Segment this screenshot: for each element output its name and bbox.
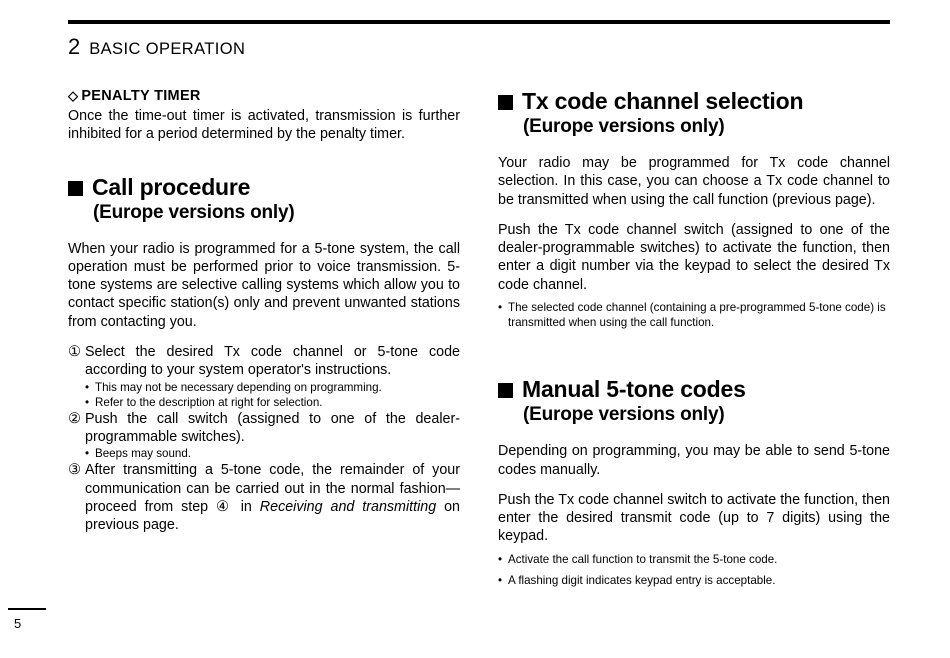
bullet-icon: • — [85, 395, 90, 409]
tx-code-channel-heading-text: Tx code channel selection — [522, 88, 804, 114]
step-bullet-text: This may not be necessary depending on programming. — [95, 380, 382, 394]
section-tx-code-channel — [498, 88, 890, 330]
step-bullet — [85, 446, 460, 461]
section-penalty-timer — [68, 88, 460, 144]
step-bullet — [85, 380, 460, 395]
bullet-icon: • — [498, 573, 503, 587]
bullet-icon: • — [85, 447, 90, 461]
diamond-icon: ◇ — [68, 88, 79, 103]
list-item — [68, 461, 460, 534]
black-square-icon — [68, 181, 83, 196]
bullet-icon: • — [498, 552, 503, 566]
penalty-timer-body: Once the time-out timer is activated, transmission is further inhibited for a period determined by the penalty timer. — [68, 108, 460, 143]
left-column — [68, 88, 460, 535]
chapter-header — [68, 34, 245, 60]
call-procedure-heading-text: Call procedure — [92, 173, 251, 200]
call-procedure-steps — [68, 343, 460, 535]
right-column — [498, 88, 890, 588]
tx-code-channel-body-1: Your radio may be programmed for Tx code channel selection. In this case, you can choose a Tx code channel to be transmitted when using the call function (previous page). — [498, 155, 890, 208]
step-marker: ① — [68, 344, 81, 361]
call-procedure-heading — [68, 174, 460, 201]
chapter-title: BASIC OPERATION — [89, 40, 246, 58]
bullet-icon: • — [85, 380, 90, 394]
penalty-timer-heading — [68, 88, 460, 104]
section-call-procedure — [68, 174, 460, 535]
footer-rule — [8, 608, 46, 610]
manual-codes-subheading: (Europe versions only) — [523, 404, 725, 426]
tx-code-channel-heading — [498, 88, 890, 115]
call-procedure-subheading: (Europe versions only) — [93, 201, 295, 223]
header-rule — [68, 20, 890, 24]
step-marker: ② — [68, 410, 81, 427]
tx-code-channel-bullet — [498, 300, 890, 330]
step-text-post: on previous page. — [85, 499, 460, 534]
black-square-icon — [498, 383, 513, 398]
step-bullet-text: Beeps may sound. — [95, 447, 192, 461]
step-text: Select the desired Tx code channel or 5-tone code according to your system operator's instructions. — [85, 344, 460, 379]
bullet-icon: • — [498, 301, 503, 315]
list-item — [68, 343, 460, 410]
chapter-number: 2 — [68, 34, 81, 59]
step-text: Push the call switch (assigned to one of the dealer-programmable switches). — [85, 410, 460, 446]
step-marker: ③ — [68, 462, 81, 479]
tx-code-channel-subheading: (Europe versions only) — [523, 116, 725, 137]
tx-code-channel-bullet-text: The selected code channel (containing a pre-programmed 5-tone code) is transmitted when using the call function. — [508, 301, 886, 330]
manual-codes-bullet — [498, 573, 890, 588]
manual-codes-body-1: Depending on programming, you may be able to send 5-tone codes manually. — [498, 443, 890, 478]
tx-code-channel-body-2: Push the Tx code channel switch (assigned to one of the dealer-programmable switches) to activate the function, then enter a digit number via the keypad to select the desired Tx code channel. — [498, 221, 890, 293]
manual-codes-heading-text: Manual 5-tone codes — [522, 376, 746, 403]
penalty-timer-heading-text: PENALTY TIMER — [81, 88, 201, 104]
section-manual-5-tone-codes — [498, 376, 890, 588]
manual-codes-bullet-text: A flashing digit indicates keypad entry is acceptable. — [508, 573, 776, 587]
step-text — [85, 461, 460, 534]
step-text-italic: Receiving and transmitting — [259, 499, 437, 516]
manual-codes-body-2: Push the Tx code channel switch to activate the function, then enter the desired transmit code (up to 7 digits) using the keypad. — [498, 491, 890, 545]
manual-codes-bullet-text: Activate the call function to transmit the 5-tone code. — [508, 552, 778, 566]
manual-codes-heading — [498, 376, 890, 403]
page-number: 5 — [14, 616, 22, 631]
black-square-icon — [498, 95, 513, 110]
list-item — [68, 410, 460, 462]
step-bullet — [85, 395, 460, 410]
manual-codes-bullet — [498, 552, 890, 567]
call-procedure-body: When your radio is programmed for a 5-tone system, the call operation must be performed prior to voice transmission. 5-tone systems are selective calling systems which allow you to contact specific station(s) only and prevent unwanted stations from contacting you. — [68, 240, 460, 330]
step-bullet-text: Refer to the description at right for selection. — [95, 395, 323, 409]
step-text-pre: After transmitting a 5-tone code, the remainder of your communication can be carried out in the normal fashion—proceed from step ④ in — [85, 462, 460, 516]
